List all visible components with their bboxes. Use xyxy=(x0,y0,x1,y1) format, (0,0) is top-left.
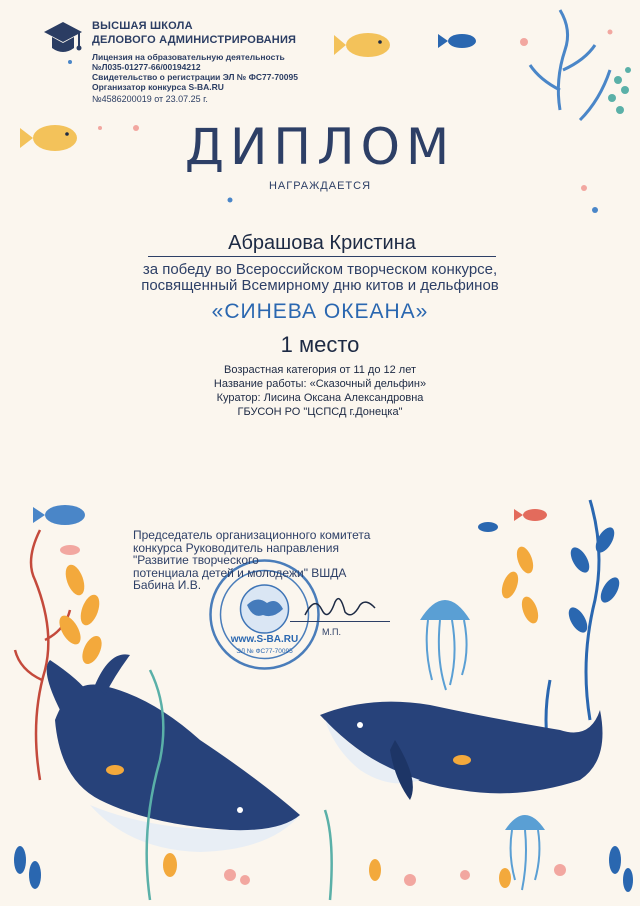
blue-fish-icon xyxy=(438,34,476,48)
license-line2: №Л035-01277-66/00194212 xyxy=(92,62,201,72)
org-name-line2: ДЕЛОВОГО АДМИНИСТРИРОВАНИЯ xyxy=(92,34,297,46)
diploma-title: ДИПЛОМ xyxy=(184,118,456,176)
stamp-url: www.S-BA.RU xyxy=(230,634,299,645)
signature-line xyxy=(290,621,390,622)
signature-block xyxy=(133,529,370,592)
signature-line3: "Развитие творческого xyxy=(133,553,259,567)
work-title: Название работы: «Сказочный дельфин» xyxy=(213,378,427,390)
whale-icon xyxy=(47,654,300,852)
pink-fish-icon xyxy=(60,545,80,555)
signature-scribble xyxy=(300,590,380,625)
org-name-line1: ВЫСШАЯ ШКОЛА xyxy=(92,20,193,32)
coral-icon xyxy=(55,562,106,667)
seaweed-icon xyxy=(530,10,610,120)
yellow-fish-icon xyxy=(453,755,471,765)
curator: Куратор: Лисина Оксана Александровна xyxy=(216,392,424,404)
organizer-line: Организатор конкурса S-BA.RU xyxy=(92,82,224,92)
award-reason xyxy=(0,262,640,294)
license-line1: Лицензия на образовательную деятельность xyxy=(92,52,285,62)
whale-icon xyxy=(320,702,603,800)
age-category: Возрастная категория от 11 до 12 лет xyxy=(223,364,417,376)
signature-line4: потенциала детей и молодежи" ВШДА xyxy=(133,565,347,580)
place: 1 место xyxy=(280,332,360,357)
award-details xyxy=(0,363,640,419)
recipient-name: Абрашова Кристина xyxy=(148,232,496,257)
pink-fish-icon xyxy=(514,509,547,521)
stamp-place-label: М.П. xyxy=(322,627,341,637)
signature-line1: Председатель организационного комитета xyxy=(133,528,371,542)
signature-line5: Бабина И.В. xyxy=(133,578,202,592)
seaweed-icon xyxy=(608,67,631,114)
contest-name: «СИНЕВА ОКЕАНА» xyxy=(211,300,429,323)
award-reason-line1: за победу во Всероссийском творческом конкурсе, xyxy=(142,261,498,278)
stamp-reg: ЭЛ № ФС77-70095 xyxy=(236,648,293,655)
signature-line2: конкурса Руководитель направления xyxy=(133,540,340,555)
top-decoration xyxy=(0,0,640,230)
yellow-fish-icon xyxy=(334,33,390,57)
award-reason-line2: посвященный Всемирному дню китов и дельфинов xyxy=(141,277,499,294)
coral-icon xyxy=(499,544,542,625)
blue-fish-icon xyxy=(33,505,85,525)
diploma-number: №4586200019 от 23.07.25 г. xyxy=(92,94,208,104)
coral-icon xyxy=(565,524,623,635)
certificate-line: Свидетельство о регистрации ЭЛ № ФС77-70095 xyxy=(92,72,298,82)
jellyfish-icon xyxy=(420,600,470,690)
coral-icon xyxy=(163,853,511,888)
institution: ГБУСОН РО "ЦСПСД г.Донецка" xyxy=(237,406,403,418)
jellyfish-icon xyxy=(505,815,545,890)
yellow-fish-icon xyxy=(106,765,124,775)
blue-fish-icon xyxy=(478,522,498,532)
diploma-subtitle: НАГРАЖДАЕТСЯ xyxy=(268,180,372,192)
